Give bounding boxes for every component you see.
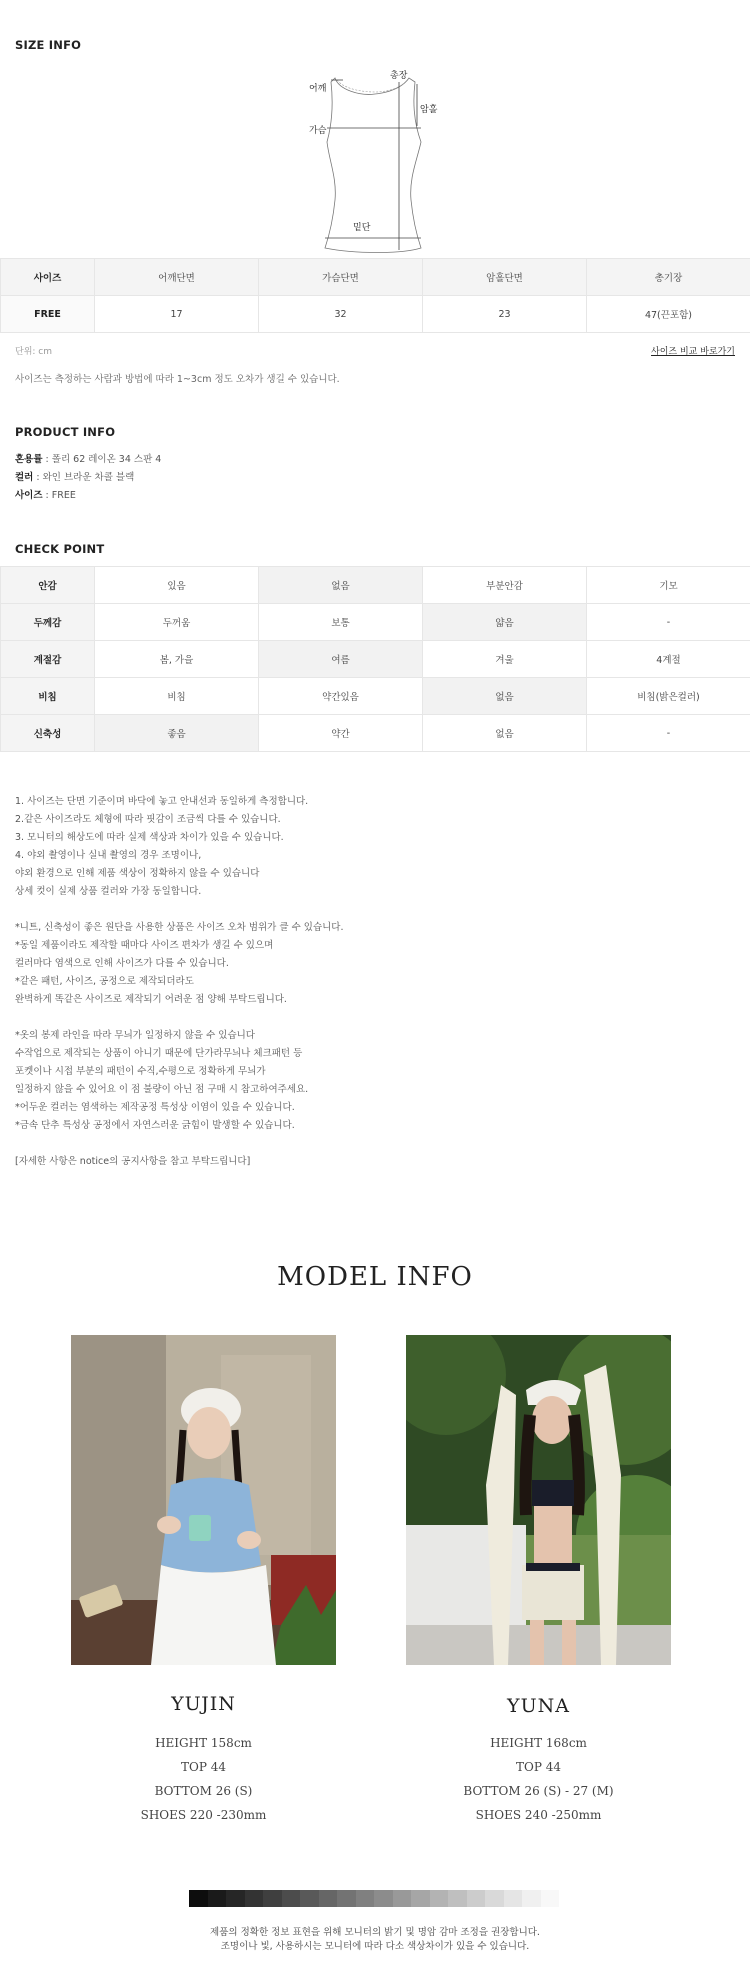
grayscale-swatch bbox=[374, 1890, 393, 1907]
grayscale-swatch bbox=[300, 1890, 319, 1907]
check-point-option: 없음 bbox=[423, 715, 587, 752]
check-point-option: 기모 bbox=[587, 567, 750, 604]
notice-line: 컬러마다 염색으로 인해 사이즈가 다를 수 있습니다. bbox=[15, 958, 229, 969]
size-table bbox=[0, 258, 750, 333]
check-point-option: - bbox=[587, 604, 750, 641]
size-info-title: SIZE INFO bbox=[15, 38, 82, 52]
grayscale-swatch bbox=[411, 1890, 430, 1907]
check-point-label: 비침 bbox=[1, 678, 95, 715]
notice-line: *니트, 신축성이 좋은 원단을 사용한 상품은 사이즈 오차 범위가 클 수 있습니다. bbox=[15, 922, 344, 933]
grayscale-swatch bbox=[189, 1890, 208, 1907]
check-point-row bbox=[1, 678, 750, 715]
monitor-notice-line1: 제품의 정확한 정보 표현을 위해 모니터의 밝기 및 명암 감마 조정을 권장합니다. bbox=[210, 1927, 540, 1938]
notice-line: 1. 사이즈는 단면 기준이며 바닥에 놓고 안내선과 동일하게 측정합니다. bbox=[15, 796, 309, 807]
check-point-option-selected: 없음 bbox=[423, 678, 587, 715]
monitor-grayscale-bar bbox=[189, 1890, 559, 1907]
check-point-row bbox=[1, 641, 750, 678]
model-top-yuna: TOP 44 bbox=[516, 1760, 561, 1774]
product-info-title: PRODUCT INFO bbox=[15, 425, 116, 439]
length-value-cell: 47(끈포함) bbox=[587, 296, 750, 333]
check-point-option: 비침(밝은컬러) bbox=[587, 678, 750, 715]
grayscale-swatch bbox=[263, 1890, 282, 1907]
check-point-option-selected: 좋음 bbox=[95, 715, 259, 752]
grayscale-swatch bbox=[541, 1890, 560, 1907]
notice-line: [자세한 사항은 notice의 공지사항을 참고 부탁드립니다] bbox=[15, 1156, 251, 1167]
length-header-cell: 총기장 bbox=[587, 259, 750, 296]
material-line bbox=[15, 451, 161, 465]
model-height-yuna: HEIGHT 168cm bbox=[490, 1736, 587, 1750]
grayscale-swatch bbox=[245, 1890, 264, 1907]
notice-spacer bbox=[15, 1135, 715, 1153]
notice-line: 포켓이나 시접 부분의 패턴이 수직,수평으로 정확하게 무늬가 bbox=[15, 1066, 266, 1077]
garment-size-diagram bbox=[305, 60, 445, 260]
check-point-option: 4계절 bbox=[587, 641, 750, 678]
check-point-option-selected: 없음 bbox=[259, 567, 423, 604]
check-point-option: 약간있음 bbox=[259, 678, 423, 715]
check-point-option: 두꺼움 bbox=[95, 604, 259, 641]
notice-line: 완벽하게 똑같은 사이즈로 제작되기 어려운 점 양해 부탁드립니다. bbox=[15, 994, 287, 1005]
shoulder-value-cell: 17 bbox=[95, 296, 259, 333]
size-table-header-row bbox=[1, 259, 750, 296]
check-point-option: 봄, 가을 bbox=[95, 641, 259, 678]
material-value: : 폴리 62 레이온 34 스판 4 bbox=[42, 454, 162, 465]
size-line bbox=[15, 487, 76, 501]
chest-value-cell: 32 bbox=[259, 296, 423, 333]
grayscale-swatch bbox=[282, 1890, 301, 1907]
check-point-option: 약간 bbox=[259, 715, 423, 752]
armhole-label: 암홀 bbox=[420, 105, 438, 115]
notice-line: 4. 야외 촬영이나 실내 촬영의 경우 조명이나, bbox=[15, 850, 202, 861]
model-shoes-yujin: SHOES 220 -230mm bbox=[140, 1808, 267, 1822]
monitor-notice-line2: 조명이나 빛, 사용하시는 모니터에 따라 다소 색상차이가 있을 수 있습니다. bbox=[220, 1941, 530, 1952]
total-length-label: 총장 bbox=[390, 71, 408, 81]
unit-note: 단위: cm bbox=[15, 347, 52, 357]
check-point-table bbox=[0, 566, 750, 752]
check-point-title: CHECK POINT bbox=[15, 542, 105, 556]
grayscale-swatch bbox=[430, 1890, 449, 1907]
color-label: 컬러 bbox=[15, 472, 34, 483]
notice-spacer bbox=[15, 901, 715, 919]
color-value: : 와인 브라운 차콜 블랙 bbox=[33, 472, 135, 483]
chest-header-cell: 가슴단면 bbox=[259, 259, 423, 296]
armhole-value-cell: 23 bbox=[423, 296, 587, 333]
notice-line: 일정하지 않을 수 있어요 이 점 불량이 아닌 점 구매 시 참고하여주세요. bbox=[15, 1084, 309, 1095]
grayscale-swatch bbox=[504, 1890, 523, 1907]
grayscale-swatch bbox=[226, 1890, 245, 1907]
model-height-yujin: HEIGHT 158cm bbox=[155, 1736, 252, 1750]
notice-line: 2.같은 사이즈라도 체형에 따라 핏감이 조금씩 다를 수 있습니다. bbox=[15, 814, 281, 825]
model-shoes-yuna: SHOES 240 -250mm bbox=[475, 1808, 602, 1822]
notice-line: *옷의 봉제 라인을 따라 무늬가 일정하지 않을 수 있습니다 bbox=[15, 1030, 255, 1041]
grayscale-swatch bbox=[522, 1890, 541, 1907]
check-point-option: 부분안감 bbox=[423, 567, 587, 604]
model-photo-yuna bbox=[406, 1335, 671, 1665]
check-point-option: 보통 bbox=[259, 604, 423, 641]
notice-line: 3. 모니터의 해상도에 따라 실제 색상과 차이가 있을 수 있습니다. bbox=[15, 832, 284, 843]
armhole-header-cell: 암홀단면 bbox=[423, 259, 587, 296]
notice-line: *같은 패턴, 사이즈, 공정으로 제작되더라도 bbox=[15, 976, 194, 987]
shoulder-header-cell: 어깨단면 bbox=[95, 259, 259, 296]
notice-notes bbox=[15, 793, 715, 1171]
grayscale-swatch bbox=[448, 1890, 467, 1907]
model-bottom-yujin: BOTTOM 26 (S) bbox=[154, 1784, 253, 1798]
notice-line: *동일 제품이라도 제작할 때마다 사이즈 편차가 생길 수 있으며 bbox=[15, 940, 274, 951]
check-point-row bbox=[1, 567, 750, 604]
grayscale-swatch bbox=[467, 1890, 486, 1907]
color-line bbox=[15, 469, 134, 483]
check-point-option-selected: 여름 bbox=[259, 641, 423, 678]
notice-line: *금속 단추 특성상 공정에서 자연스러운 긁힘이 발생할 수 있습니다. bbox=[15, 1120, 295, 1131]
check-point-label: 계절감 bbox=[1, 641, 95, 678]
notice-line: *어두운 컬러는 염색하는 제작공정 특성상 이염이 있을 수 있습니다. bbox=[15, 1102, 295, 1113]
model-photo-yujin-image bbox=[71, 1335, 336, 1665]
model-bottom-yuna: BOTTOM 26 (S) - 27 (M) bbox=[463, 1784, 614, 1798]
grayscale-swatch bbox=[337, 1890, 356, 1907]
hem-label: 밑단 bbox=[353, 223, 371, 233]
check-point-label: 안감 bbox=[1, 567, 95, 604]
check-point-option: 비침 bbox=[95, 678, 259, 715]
material-label: 혼용률 bbox=[15, 454, 43, 465]
grayscale-swatch bbox=[485, 1890, 504, 1907]
size-label: 사이즈 bbox=[15, 490, 43, 501]
size-header-cell: 사이즈 bbox=[1, 259, 95, 296]
grayscale-swatch bbox=[393, 1890, 412, 1907]
grayscale-swatch bbox=[208, 1890, 227, 1907]
check-point-row bbox=[1, 715, 750, 752]
size-value-cell: FREE bbox=[1, 296, 95, 333]
model-photo-yujin bbox=[71, 1335, 336, 1665]
grayscale-swatch bbox=[319, 1890, 338, 1907]
model-photo-yuna-image bbox=[406, 1335, 671, 1665]
model-top-yujin: TOP 44 bbox=[181, 1760, 226, 1774]
size-value: : FREE bbox=[42, 490, 76, 501]
check-point-label: 두께감 bbox=[1, 604, 95, 641]
check-point-option-selected: 얇음 bbox=[423, 604, 587, 641]
grayscale-swatch bbox=[356, 1890, 375, 1907]
notice-spacer bbox=[15, 1009, 715, 1027]
notice-line: 야외 환경으로 인해 제품 색상이 정확하지 않을 수 있습니다 bbox=[15, 868, 260, 879]
chest-label: 가슴 bbox=[309, 126, 327, 136]
check-point-row bbox=[1, 604, 750, 641]
check-point-option: - bbox=[587, 715, 750, 752]
size-table-row bbox=[1, 296, 750, 333]
shoulder-label: 어깨 bbox=[309, 84, 327, 94]
notice-line: 상세 컷이 실제 상품 컬러와 가장 동일합니다. bbox=[15, 886, 202, 897]
size-compare-link[interactable]: 사이즈 비교 바로가기 bbox=[651, 347, 735, 357]
model-name-yujin: YUJIN bbox=[171, 1693, 236, 1715]
size-tolerance-note: 사이즈는 측정하는 사람과 방법에 따라 1~3cm 정도 오차가 생길 수 있습니다. bbox=[15, 374, 340, 385]
check-point-label: 신축성 bbox=[1, 715, 95, 752]
notice-line: 수작업으로 제작되는 상품이 아니기 때문에 단가라무늬나 체크패턴 등 bbox=[15, 1048, 303, 1059]
check-point-option: 겨울 bbox=[423, 641, 587, 678]
model-info-title: MODEL INFO bbox=[277, 1262, 473, 1292]
check-point-option: 있음 bbox=[95, 567, 259, 604]
model-name-yuna: YUNA bbox=[507, 1695, 570, 1717]
